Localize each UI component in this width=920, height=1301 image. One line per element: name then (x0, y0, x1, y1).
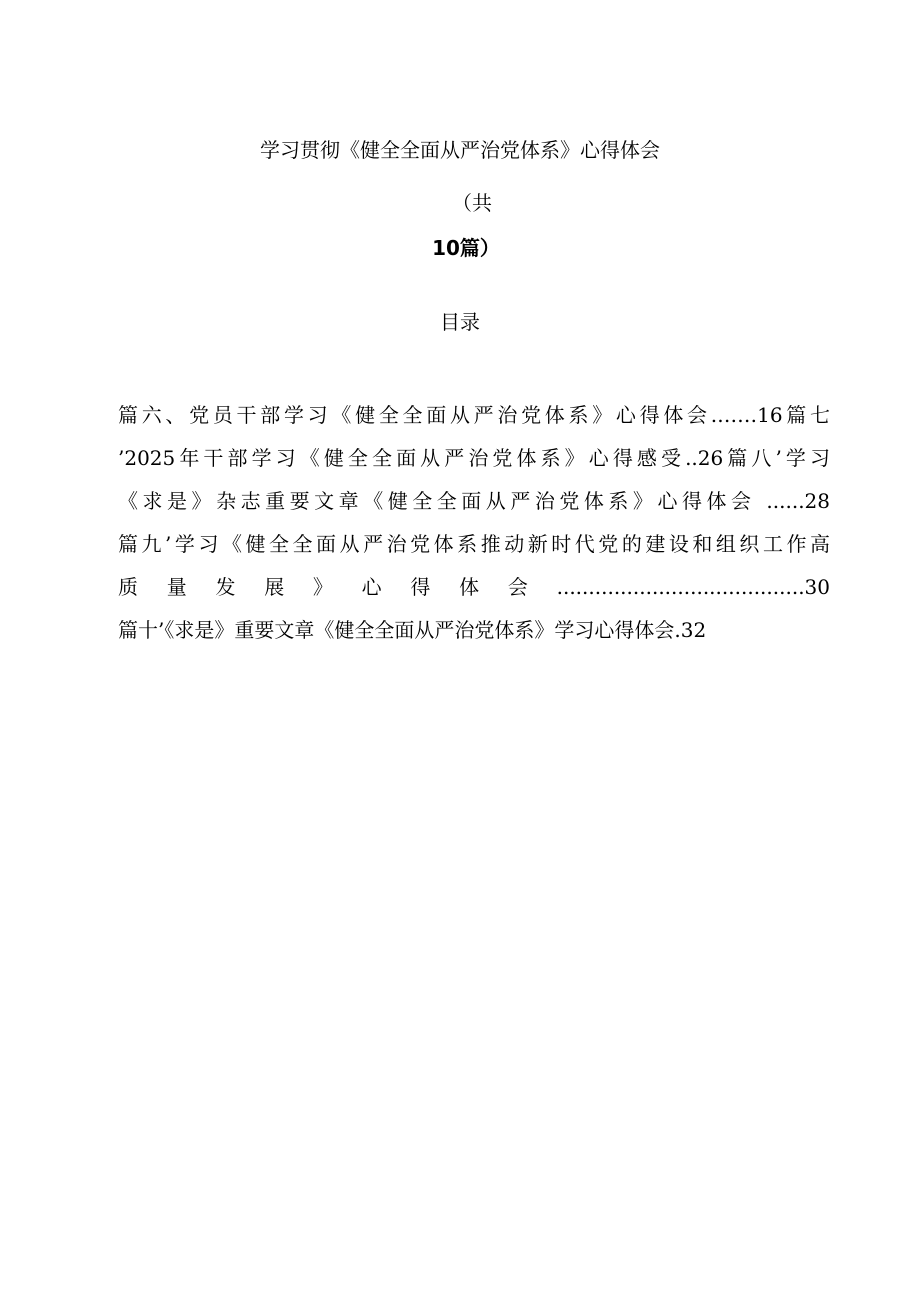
table-of-contents (118, 394, 830, 652)
toc-line[interactable]: 《求是》杂志重要文章《健全全面从严治党体系》心得体会 ......28 (118, 489, 830, 513)
toc-line[interactable]: 篇九’学习《健全全面从严治党体系推动新时代党的建设和组织工作高 (118, 532, 830, 556)
toc-line[interactable]: ’2025年干部学习《健全全面从严治党体系》心得感受..26篇八’学习 (118, 446, 830, 470)
toc-line[interactable]: 篇十’《求是》重要文章《健全全面从严治党体系》学习心得体会.32 (118, 618, 707, 642)
toc-line[interactable]: 篇六、党员干部学习《健全全面从严治党体系》心得体会.……16篇七 (118, 403, 830, 427)
toc-line[interactable]: 质量发展》心得体会.......................................30 (118, 575, 830, 599)
toc-heading: 目录 (440, 310, 480, 334)
document-title-line-3: 10篇） (432, 236, 500, 260)
document-title-line-2: （共 (452, 191, 492, 215)
document-title-line-1: 学习贯彻《健全全面从严治党体系》心得体会 (260, 138, 660, 162)
